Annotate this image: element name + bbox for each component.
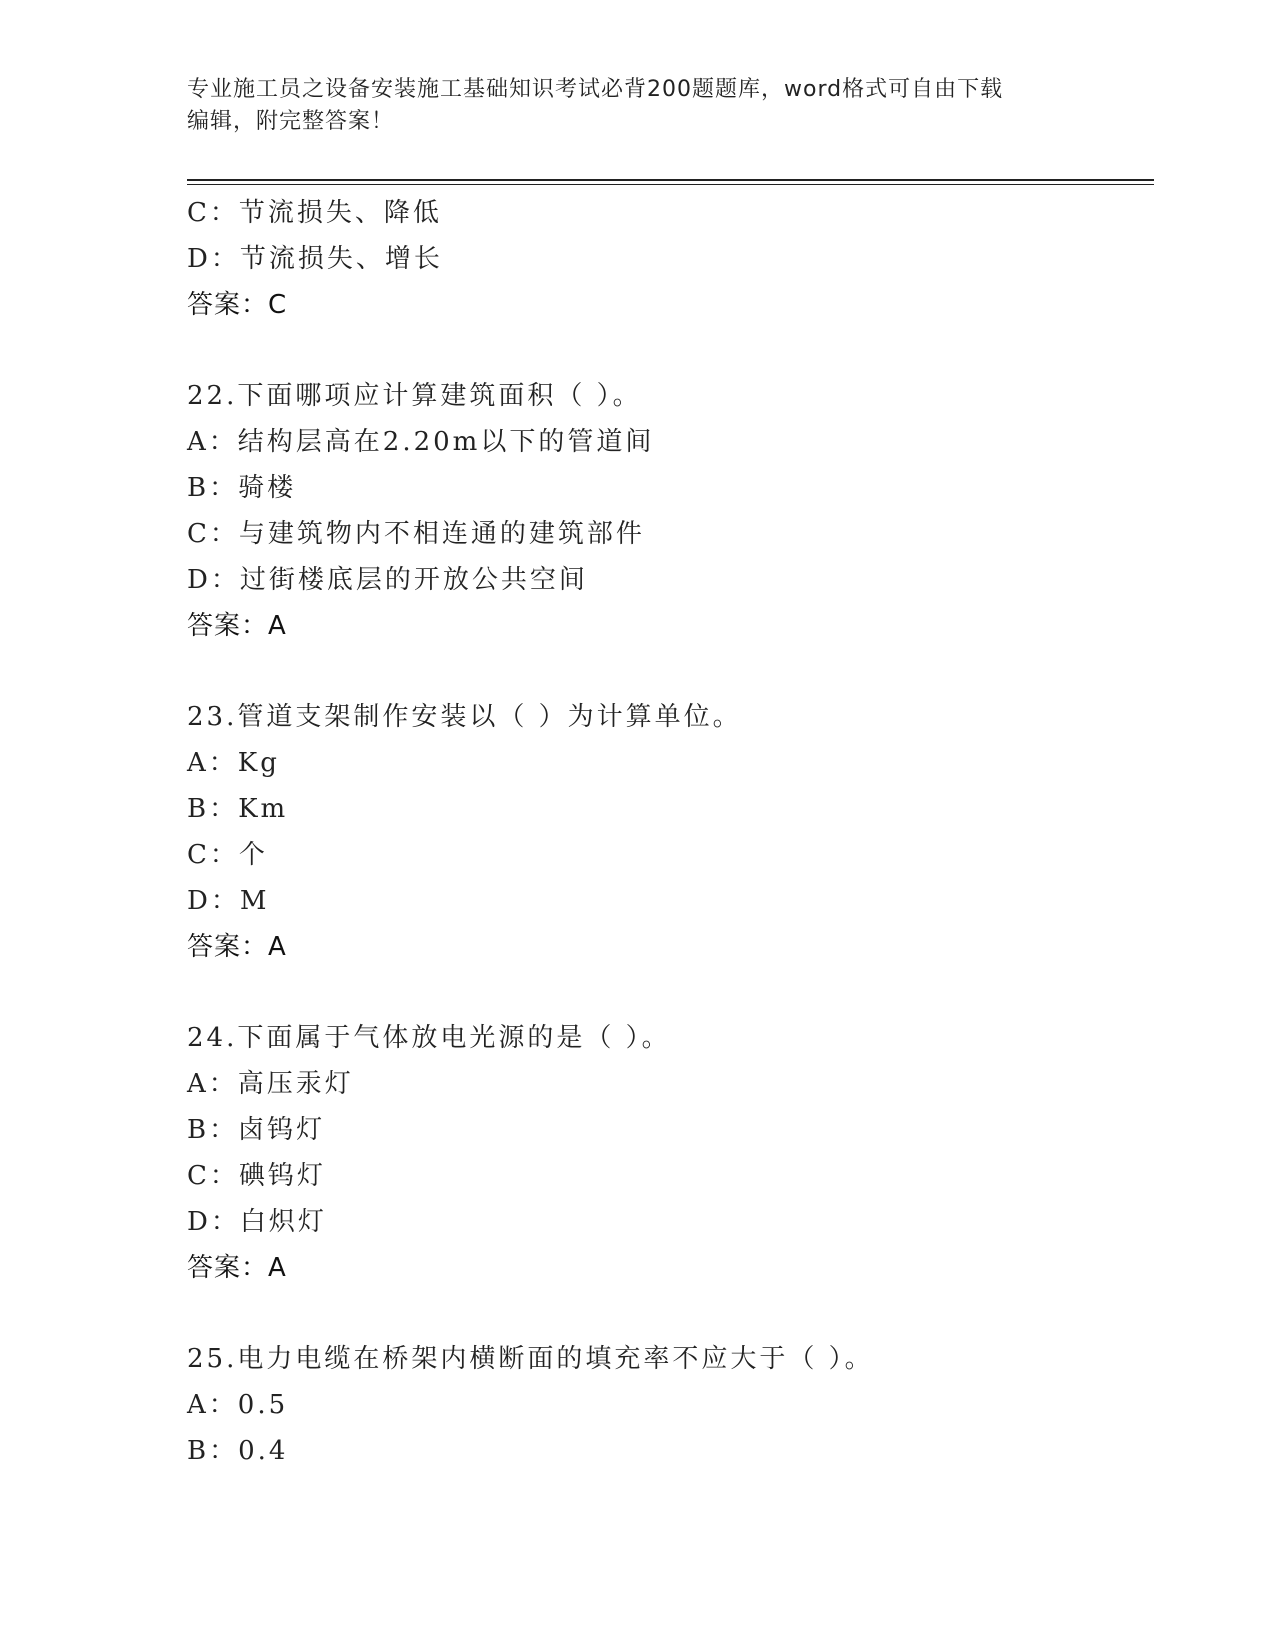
question-block-21-continued: [187, 190, 1147, 328]
option-d: D：节流损失、增长: [187, 244, 443, 274]
option-a: A：0.5: [187, 1390, 289, 1420]
option-c: C：节流损失、降低: [187, 198, 442, 228]
option-a: A：Kg: [187, 748, 280, 778]
option-c: C：个: [187, 840, 268, 870]
answer-line: 答案：A: [187, 611, 287, 641]
answer-line: 答案：A: [187, 932, 287, 962]
spacer: [187, 328, 1147, 373]
option-b: B：0.4: [187, 1436, 289, 1466]
question-block-23: [187, 694, 1147, 970]
option-b: B：Km: [187, 794, 289, 824]
question-stem: 22.下面哪项应计算建筑面积（ ）。: [187, 381, 642, 411]
spacer: [187, 649, 1147, 694]
option-c: C：碘钨灯: [187, 1161, 326, 1191]
spacer: [187, 1291, 1147, 1336]
question-list: [187, 190, 1147, 1474]
header-divider-thick: [187, 179, 1154, 181]
spacer: [187, 970, 1147, 1015]
question-block-24: [187, 1015, 1147, 1291]
document-header: [187, 74, 1067, 138]
header-title-line-2: 编辑，附完整答案！: [187, 109, 395, 134]
option-a: A：结构层高在2.20m以下的管道间: [187, 427, 655, 457]
option-d: D：M: [187, 886, 270, 916]
question-block-25: [187, 1336, 1147, 1474]
option-d: D：过街楼底层的开放公共空间: [187, 565, 588, 595]
answer-line: 答案：C: [187, 290, 288, 320]
question-stem: 24.下面属于气体放电光源的是（ ）。: [187, 1023, 671, 1053]
question-block-22: [187, 373, 1147, 649]
answer-line: 答案：A: [187, 1253, 287, 1283]
header-divider-thin: [187, 184, 1154, 185]
option-c: C：与建筑物内不相连通的建筑部件: [187, 519, 645, 549]
option-b: B：卤钨灯: [187, 1115, 326, 1145]
option-a: A：高压汞灯: [187, 1069, 354, 1099]
question-stem: 25.电力电缆在桥架内横断面的填充率不应大于（ ）。: [187, 1344, 874, 1374]
question-stem: 23.管道支架制作安装以（ ）为计算单位。: [187, 702, 742, 732]
option-b: B：骑楼: [187, 473, 297, 503]
option-d: D：白炽灯: [187, 1207, 327, 1237]
header-title-line-1: 专业施工员之设备安装施工基础知识考试必背200题题库，word格式可自由下载: [187, 77, 1004, 102]
